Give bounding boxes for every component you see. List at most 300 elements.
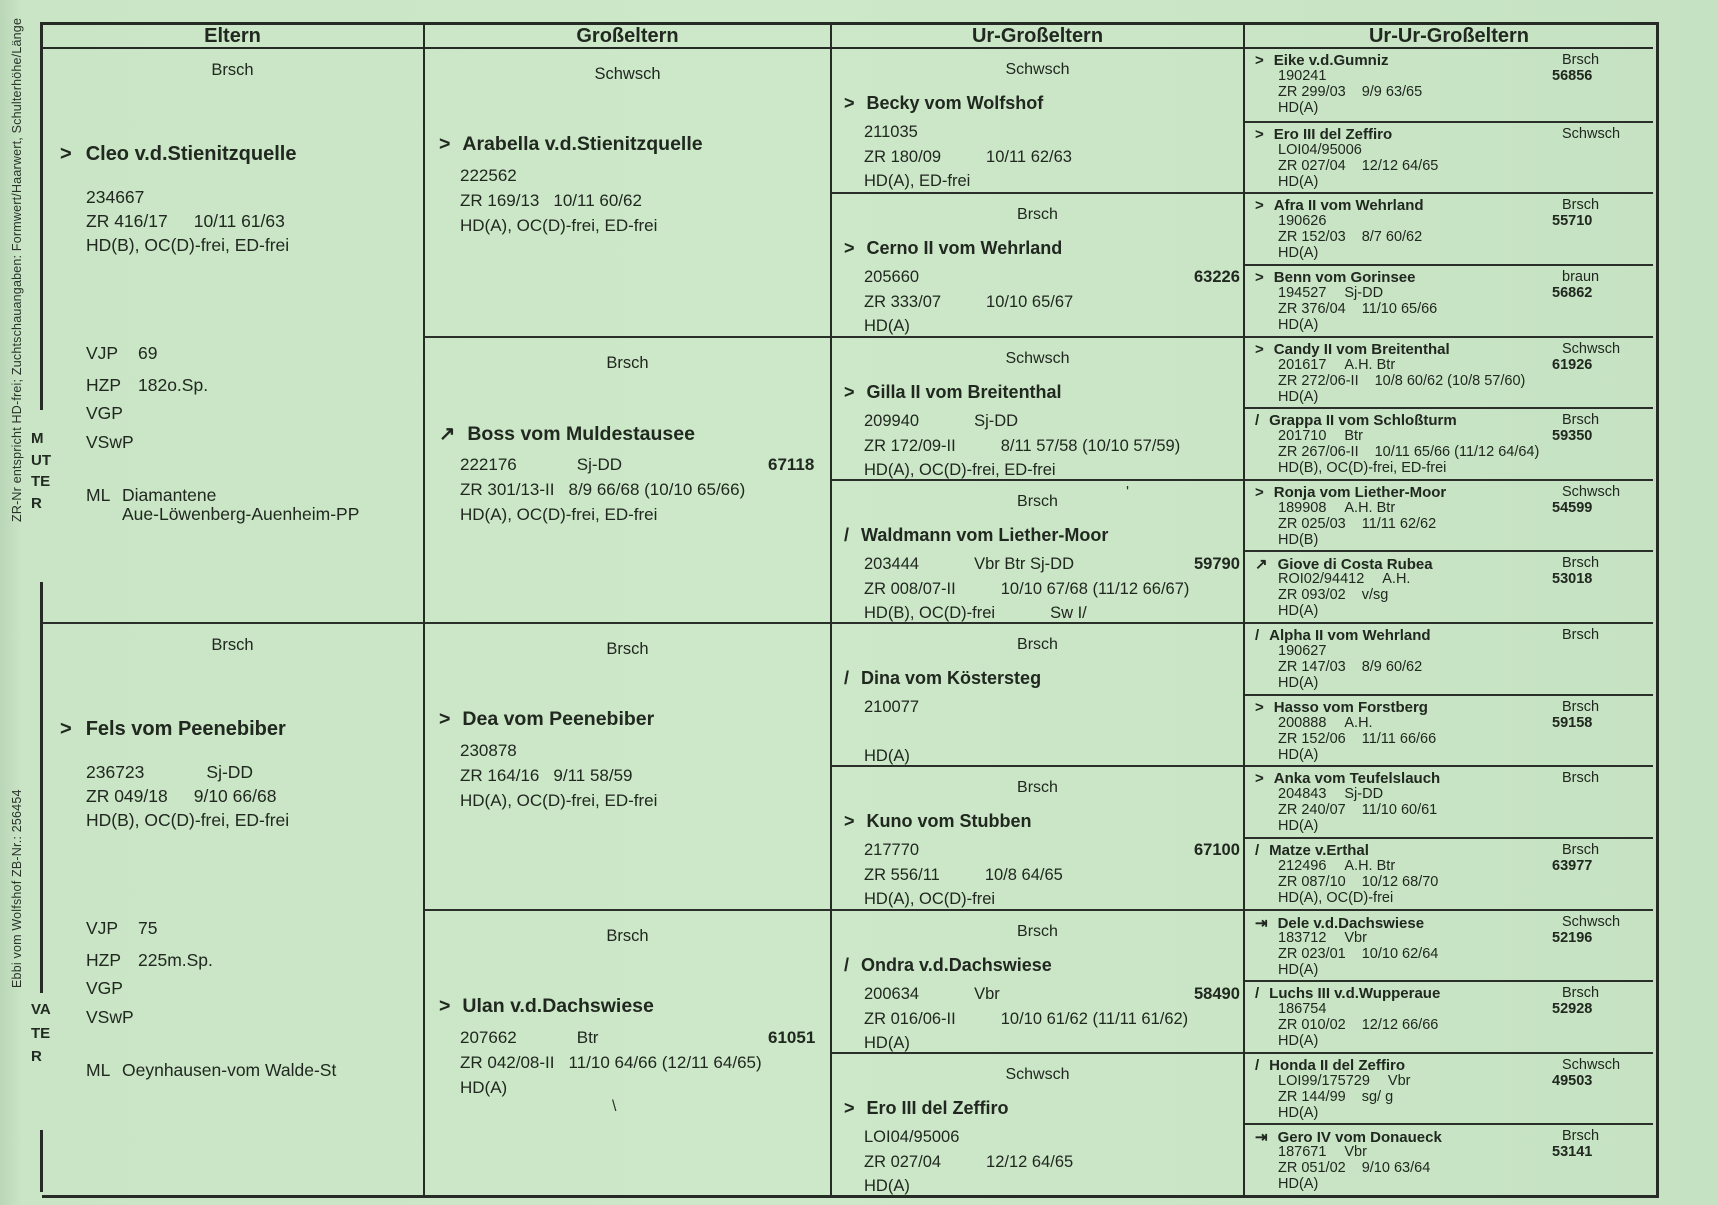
zr-number: ZR 093/02: [1278, 587, 1346, 604]
registration-line: [1278, 68, 1593, 84]
show-scores: 11/11 66/66: [1361, 730, 1437, 747]
registration-line: [1278, 714, 1593, 731]
show-scores: 10/10 67/68 (11/12 66/67): [1000, 579, 1190, 598]
zr-line: [1278, 802, 1437, 818]
health-line: HD(A): [1278, 388, 1319, 405]
coat-color-label: braun: [1562, 268, 1600, 285]
dog-name: Ulan v.d.Dachswiese: [462, 994, 654, 1017]
dog-name: Benn vom Gorinsee: [1273, 268, 1416, 286]
health-line: HD(A): [1278, 100, 1319, 116]
pedigree-cell-grandparent: [425, 49, 830, 336]
dog-name: Ronja vom Liether-Moor: [1273, 483, 1447, 501]
registration-line: [1278, 142, 1380, 158]
health-line: [864, 1034, 965, 1052]
test-row-ml: [86, 485, 217, 506]
kb-number: 67100: [1194, 841, 1240, 860]
coat-color-label: Schwsch: [1562, 125, 1621, 142]
dog-name-line: [1255, 340, 1621, 358]
dog-name: Waldmann vom Liether-Moor: [861, 524, 1109, 545]
coat-color-label: Brsch: [1562, 1128, 1600, 1145]
health-line: HD(A), OC(D)-frei, ED-frei: [460, 216, 658, 235]
zr-line: [864, 723, 909, 742]
health-line: HD(A): [1278, 1104, 1319, 1121]
test-label: VGP: [86, 403, 123, 423]
coat-color-label: Schwsch: [1005, 1065, 1070, 1083]
health-line: HD(A): [1278, 818, 1319, 835]
registration-number: 190627: [1278, 643, 1327, 659]
zr-line: [1278, 731, 1436, 747]
hunting-tag: A.H.: [1344, 714, 1373, 731]
coat-color-label: Schwsch: [1562, 483, 1621, 500]
pedigree-cell-great-great-grandparent: [1245, 49, 1653, 121]
hunting-tag: Vbr Btr Sj-DD: [974, 554, 1074, 573]
registration-number: 204843: [1278, 786, 1327, 803]
dog-name: Dina vom Köstersteg: [861, 668, 1042, 688]
registration-number: 211035: [864, 123, 918, 141]
pedigree-cell-great-great-grandparent: [1245, 336, 1653, 408]
coat-color-label: Brsch: [1562, 412, 1600, 429]
selection-arrow-icon: /: [1255, 627, 1260, 644]
dog-name-line: [1255, 412, 1600, 430]
health-line: HD(A), OC(D)-frei: [1278, 889, 1394, 906]
registration-number: 200634: [864, 984, 920, 1003]
pedigree-cell-grandparent: [425, 336, 830, 623]
coat-color-label: Brsch: [1017, 636, 1058, 653]
scan-artifact: \: [612, 1098, 617, 1115]
dog-name: Gero IV vom Donaueck: [1277, 1129, 1442, 1147]
dog-name: Cleo v.d.Stienitzquelle: [85, 143, 297, 165]
pedigree-cell-great-great-grandparent: [1245, 1052, 1653, 1124]
kb-number: 67118: [768, 454, 815, 474]
pedigree-cell-father: [42, 622, 423, 1195]
coat-color-label: Brsch: [1562, 841, 1600, 858]
registration-number: 217770: [864, 841, 920, 860]
registration-number: ROI02/94412: [1278, 571, 1365, 588]
registration-line: [864, 1128, 1014, 1147]
coat-color-label: Brsch: [211, 636, 254, 654]
coat-color-label: Schwsch: [1005, 61, 1070, 78]
zr-line: [864, 1153, 1073, 1172]
registration-number: 201710: [1278, 428, 1327, 445]
health-line: HD(A): [1278, 961, 1319, 978]
kb-number: 53018: [1552, 571, 1593, 588]
hd-value: HD(A), OC(D)-frei: [864, 890, 996, 909]
selection-arrow-icon: >: [1255, 483, 1264, 501]
test-score: 75: [138, 918, 158, 938]
show-scores: v/sg: [1361, 587, 1389, 604]
registration-line: [864, 554, 1240, 574]
zr-number: ZR 027/04: [864, 1152, 942, 1171]
health-line: HD(A): [1278, 675, 1319, 691]
registration-number: LOI04/95006: [1278, 141, 1362, 158]
registration-line: [1278, 213, 1593, 230]
ml-text-line2: Aue-Löwenberg-Auenheim-PP: [122, 504, 360, 524]
zr-line: [86, 786, 276, 807]
kb-number: 52928: [1552, 1001, 1593, 1018]
kb-number: 63977: [1552, 857, 1593, 874]
health-line: [864, 604, 1087, 622]
kb-number: 54599: [1552, 499, 1593, 516]
registration-number: 186754: [1278, 1001, 1327, 1018]
selection-arrow-icon: >: [1255, 698, 1264, 716]
dog-name: Alpha II vom Wehrland: [1269, 627, 1431, 644]
zr-line: [1278, 84, 1422, 100]
show-scores: 11/10 64/66 (12/11 64/65): [568, 1052, 762, 1072]
pedigree-cell-great-great-grandparent: [1245, 837, 1653, 909]
dog-name-line: [1255, 698, 1600, 716]
coat-color-label: Schwsch: [1562, 913, 1621, 930]
dog-name: Ero III del Zeffiro: [866, 1097, 1009, 1118]
registration-number: 230878: [460, 741, 517, 760]
dog-name-line: [1255, 268, 1600, 286]
kb-number: 61051: [768, 1027, 816, 1047]
pedigree-cell-great-great-grandparent: [1245, 264, 1653, 336]
coat-color-label: Brsch: [606, 926, 649, 945]
dog-name: Kuno vom Stubben: [866, 811, 1032, 832]
selection-arrow-icon: >: [844, 811, 855, 832]
pedigree-cell-great-great-grandparent: [1245, 694, 1653, 766]
kb-number: 63226: [1194, 268, 1240, 287]
dog-name: Eike v.d.Gumniz: [1273, 52, 1389, 69]
dog-name-line: [844, 811, 1032, 832]
zr-line: [1278, 229, 1422, 245]
registration-line: [460, 166, 577, 186]
zr-number: ZR 164/16: [460, 766, 540, 785]
coat-color-label: Brsch: [1562, 698, 1600, 715]
health-line: HD(B), OC(D)-frei, ED-frei: [86, 810, 290, 830]
pedigree-cell-great-great-grandparent: [1245, 407, 1653, 479]
zr-line: [86, 211, 285, 232]
zr-line: [1278, 946, 1438, 962]
zr-number: ZR 172/09-II: [864, 436, 956, 455]
show-scores: 12/12 66/66: [1361, 1017, 1439, 1034]
test-row-vjp: [86, 918, 158, 939]
dog-name-line: [844, 238, 1062, 259]
dog-name-line: [60, 718, 286, 741]
coat-color-label: Brsch: [1562, 52, 1600, 68]
hunting-tag: Vbr: [1344, 929, 1367, 946]
coat-color-label: Brsch: [211, 61, 254, 79]
pedigree-cell-great-great-grandparent: [1245, 765, 1653, 837]
registration-number: 222176: [460, 454, 517, 474]
selection-arrow-icon: /: [1255, 1056, 1260, 1074]
show-scores: 8/9 66/68 (10/10 65/66): [568, 479, 746, 499]
pedigree-cell-great-great-grandparent: [1245, 479, 1653, 551]
registration-number: 207662: [460, 1027, 517, 1047]
health-line: HD(A): [1278, 746, 1319, 763]
zr-line: [1278, 444, 1539, 460]
test-label: VJP: [86, 918, 119, 938]
zr-number: ZR 556/11: [864, 866, 940, 885]
pedigree-table: [42, 22, 1659, 1198]
registration-number: 194527: [1278, 284, 1327, 301]
health-line: HD(A), OC(D)-frei, ED-frei: [460, 504, 658, 524]
hunting-tag: Btr: [576, 1027, 599, 1047]
pedigree-cell-great-grandparent: [832, 622, 1243, 765]
test-label: VSwP: [86, 432, 134, 452]
show-scores: 10/11 61/63: [193, 211, 285, 231]
registration-line: [460, 741, 577, 761]
registration-line: [460, 454, 815, 475]
registration-line: [1278, 1144, 1593, 1161]
show-scores: 8/9 60/62: [1361, 659, 1423, 675]
health-line: HD(A): [1278, 316, 1319, 333]
show-scores: 9/11 58/59: [553, 766, 633, 785]
pedigree-cell-great-grandparent: [832, 192, 1243, 335]
zr-number: ZR 301/13-II: [460, 479, 555, 499]
dog-name: Honda II del Zeffiro: [1269, 1056, 1406, 1074]
selection-arrow-icon: >: [1255, 52, 1264, 69]
hd-value: HD(A): [864, 1033, 910, 1052]
coat-color-label: Schwsch: [1562, 340, 1621, 357]
zr-number: ZR 010/02: [1278, 1017, 1346, 1034]
selection-arrow-icon: >: [1255, 268, 1264, 286]
health-line: HD(B): [1278, 531, 1319, 548]
zr-number: ZR 180/09: [864, 148, 942, 166]
hunting-tag: A.H. Btr: [1344, 356, 1396, 373]
zr-line: [460, 766, 632, 786]
show-scores: 10/12 68/70: [1361, 873, 1439, 890]
pedigree-cell-grandparent: [425, 622, 830, 909]
dog-name: Anka vom Teufelslauch: [1273, 770, 1441, 788]
zr-line: [1278, 516, 1436, 532]
hunting-tag: Sj-DD: [974, 411, 1019, 430]
column-header-great-grandparents: Ur-Großeltern: [832, 25, 1243, 49]
pedigree-cell-great-great-grandparent: [1245, 550, 1653, 622]
selection-arrow-icon: ⇥: [1255, 1129, 1268, 1147]
zr-line: [864, 866, 1063, 885]
column-parents: [42, 25, 423, 1195]
hunting-tag: A.H.: [1382, 571, 1411, 588]
zr-line: [460, 1053, 762, 1073]
health-line: HD(A): [1278, 1176, 1319, 1193]
dog-name-line: [1255, 627, 1600, 644]
show-scores: 12/12 64/65: [1361, 157, 1439, 174]
pedigree-cell-mother: [42, 49, 423, 622]
registration-line: [864, 698, 974, 717]
registration-line: [864, 841, 1240, 860]
test-label: VSwP: [86, 1007, 134, 1027]
pedigree-cell-great-grandparent: [832, 1052, 1243, 1195]
dog-name-line: [60, 143, 296, 166]
zr-number: ZR 087/10: [1278, 873, 1346, 890]
health-line: [864, 890, 1050, 908]
show-scores: 11/10 65/66: [1361, 300, 1438, 317]
registration-number: 222562: [460, 166, 517, 185]
zr-line: [1278, 158, 1438, 174]
dog-name-line: [1255, 125, 1621, 143]
hd-value: HD(A): [864, 747, 910, 765]
test-label: ML: [86, 485, 111, 505]
dog-name: Grappa II vom Schloßturm: [1269, 412, 1457, 430]
zr-line: [1278, 1017, 1438, 1033]
dog-name-line: [844, 955, 1052, 976]
health-line: [864, 1177, 965, 1195]
registration-number: 190626: [1278, 213, 1327, 230]
health-line: HD(A), OC(D)-frei, ED-frei: [460, 791, 658, 810]
pedigree-cell-great-grandparent: [832, 336, 1243, 479]
selection-arrow-icon: >: [1255, 340, 1264, 358]
selection-arrow-icon: ⇥: [1255, 914, 1268, 932]
dog-name: Fels vom Peenebiber: [85, 718, 286, 740]
dog-name: Gilla II vom Breitenthal: [866, 381, 1062, 402]
show-scores: 9/10 63/64: [1361, 1160, 1431, 1177]
registration-line: [864, 123, 973, 142]
selection-arrow-icon: >: [844, 381, 855, 402]
pedigree-cell-great-great-grandparent: [1245, 622, 1653, 694]
registration-line: [1278, 499, 1593, 516]
zr-number: ZR 042/08-II: [460, 1052, 555, 1072]
registration-line: [1278, 284, 1593, 301]
coat-color-label: Brsch: [1017, 779, 1058, 797]
zr-line: [1278, 373, 1525, 389]
registration-line: [864, 412, 1018, 431]
selection-arrow-icon: >: [844, 1097, 855, 1118]
registration-line: [86, 187, 206, 208]
dog-name-line: [439, 422, 695, 446]
health-line: HD(B), OC(D)-frei, ED-frei: [86, 235, 290, 255]
dog-name-line: [1255, 1056, 1621, 1074]
dog-name-line: [1255, 52, 1600, 69]
dog-name-line: [844, 1098, 1009, 1119]
registration-line: [1278, 929, 1593, 946]
column-header-great-great-grandparents: Ur-Ur-Großeltern: [1245, 25, 1653, 49]
zr-number: ZR 144/99: [1278, 1088, 1346, 1105]
selection-arrow-icon: >: [844, 238, 855, 259]
registration-number: 212496: [1278, 857, 1327, 874]
kb-number: 61926: [1552, 356, 1593, 373]
dog-name: Becky vom Wolfshof: [866, 93, 1044, 113]
test-label: VJP: [86, 343, 119, 363]
registration-line: [1278, 428, 1593, 445]
dog-name: Giove di Costa Rubea: [1277, 556, 1433, 574]
hunting-tag: Vbr: [1344, 1144, 1367, 1161]
dog-name: Ero III del Zeffiro: [1273, 125, 1393, 143]
coat-color-label: Brsch: [606, 640, 649, 658]
registration-line: [1278, 356, 1593, 373]
coat-color-label: Brsch: [1562, 555, 1600, 572]
dog-name-line: [1255, 483, 1621, 501]
pedigree-cell-great-grandparent: [832, 909, 1243, 1052]
kb-number: 59790: [1194, 554, 1240, 573]
test-label: HZP: [86, 375, 121, 395]
zr-line: [864, 293, 1073, 312]
registration-number: 187671: [1278, 1144, 1327, 1161]
show-scores: 10/8 60/62 (10/8 57/60): [1374, 372, 1526, 389]
coat-color-label: Brsch: [1017, 922, 1058, 940]
show-scores: 12/12 64/65: [986, 1152, 1074, 1171]
registration-line: [1278, 571, 1593, 588]
zr-line: [864, 1010, 1188, 1029]
selection-arrow-icon: /: [844, 668, 850, 688]
zr-number: ZR 272/06-II: [1278, 372, 1359, 389]
side-label-mother: MUTTER: [31, 430, 51, 512]
selection-arrow-icon: >: [60, 718, 72, 740]
selection-arrow-icon: >: [1255, 125, 1264, 143]
registration-line: [1278, 1001, 1593, 1018]
zr-line: [1278, 587, 1388, 603]
hunting-tag: Sj-DD: [576, 454, 623, 474]
margin-note-breeding-info: ZR-Nr entspricht HD-frei; Zuchtschauangaben: Formwert/Haarwert, Schulterhöhe/Länge: [10, 17, 24, 522]
hunting-tag: Sj-DD: [206, 762, 254, 782]
show-scores: 10/11 65/66 (11/12 64/64): [1374, 444, 1540, 461]
zr-number: ZR 027/04: [1278, 157, 1346, 174]
hd-value: HD(A): [864, 1176, 910, 1195]
hunting-tag: A.H. Btr: [1344, 857, 1396, 874]
hunting-tag: Btr: [1344, 428, 1363, 445]
zr-line: [460, 480, 745, 500]
health-line: [864, 461, 1111, 479]
dog-name-line: [844, 93, 1043, 114]
pedigree-cell-great-great-grandparent: [1245, 1123, 1653, 1195]
health-line: HD(A): [1278, 603, 1319, 620]
pedigree-cell-great-grandparent: [832, 49, 1243, 192]
zr-number: ZR 169/13: [460, 191, 540, 210]
zr-line: [460, 191, 642, 211]
health-line: [864, 747, 965, 765]
hunting-tag: Sj-DD: [1344, 786, 1384, 803]
kb-number: 53141: [1552, 1144, 1593, 1161]
pedigree-cell-great-great-grandparent: [1245, 121, 1653, 193]
zr-line: [1278, 874, 1438, 890]
ml-text: Diamantene: [122, 485, 217, 505]
ml-text: Oeynhausen-vom Walde-St: [122, 1060, 337, 1080]
registration-line: [86, 762, 253, 783]
dog-name: Afra II vom Wehrland: [1273, 197, 1424, 215]
dog-name: Arabella v.d.Stienitzquelle: [462, 133, 703, 155]
zr-line: [864, 148, 1072, 167]
test-row-vgp: [86, 978, 123, 999]
test-row-ml: [86, 1060, 337, 1081]
selection-arrow-icon: /: [1255, 841, 1260, 859]
zr-line: [864, 437, 1180, 456]
scan-artifact: ': [1126, 484, 1130, 501]
kb-number: 56856: [1552, 68, 1593, 84]
hunting-tag: A.H. Btr: [1344, 499, 1396, 516]
hd-value: HD(A): [864, 317, 910, 336]
kb-number: 59350: [1552, 428, 1593, 445]
kb-number: 49503: [1552, 1072, 1593, 1089]
extra-note: Sw I/: [1050, 603, 1087, 622]
coat-color-label: Brsch: [1017, 206, 1058, 224]
zr-number: ZR 333/07: [864, 293, 942, 312]
zr-number: ZR 023/01: [1278, 945, 1346, 962]
selection-arrow-icon: /: [1255, 412, 1260, 430]
coat-color-label: Schwsch: [1005, 349, 1070, 367]
show-scores: 10/8 64/65: [984, 866, 1063, 885]
column-grandparents: [423, 25, 830, 1195]
zr-line: [1278, 1089, 1393, 1105]
test-row-vswp: [86, 432, 134, 453]
test-score: 69: [138, 343, 158, 363]
pedigree-cell-great-grandparent: [832, 479, 1243, 622]
dog-name-line: [439, 995, 654, 1018]
dog-name-line: [1255, 770, 1600, 788]
margin-note-dog-id: Ebbi vom Wolfshof ZB-Nr.: 256454: [10, 789, 24, 988]
registration-number: 183712: [1278, 929, 1327, 946]
kb-number: 58490: [1194, 984, 1240, 1003]
dog-name-line: [1255, 985, 1600, 1003]
test-label: HZP: [86, 950, 121, 970]
zr-number: ZR 025/03: [1278, 515, 1346, 532]
health-line: HD(A): [1278, 245, 1319, 262]
show-scores: 9/9 63/65: [1361, 84, 1423, 100]
registration-number: 210077: [864, 698, 920, 716]
show-scores: 10/10 65/67: [986, 293, 1074, 312]
coat-color-label: Brsch: [1562, 770, 1600, 787]
hunting-tag: Vbr: [1387, 1072, 1411, 1089]
test-row-vswp: [86, 1007, 134, 1028]
